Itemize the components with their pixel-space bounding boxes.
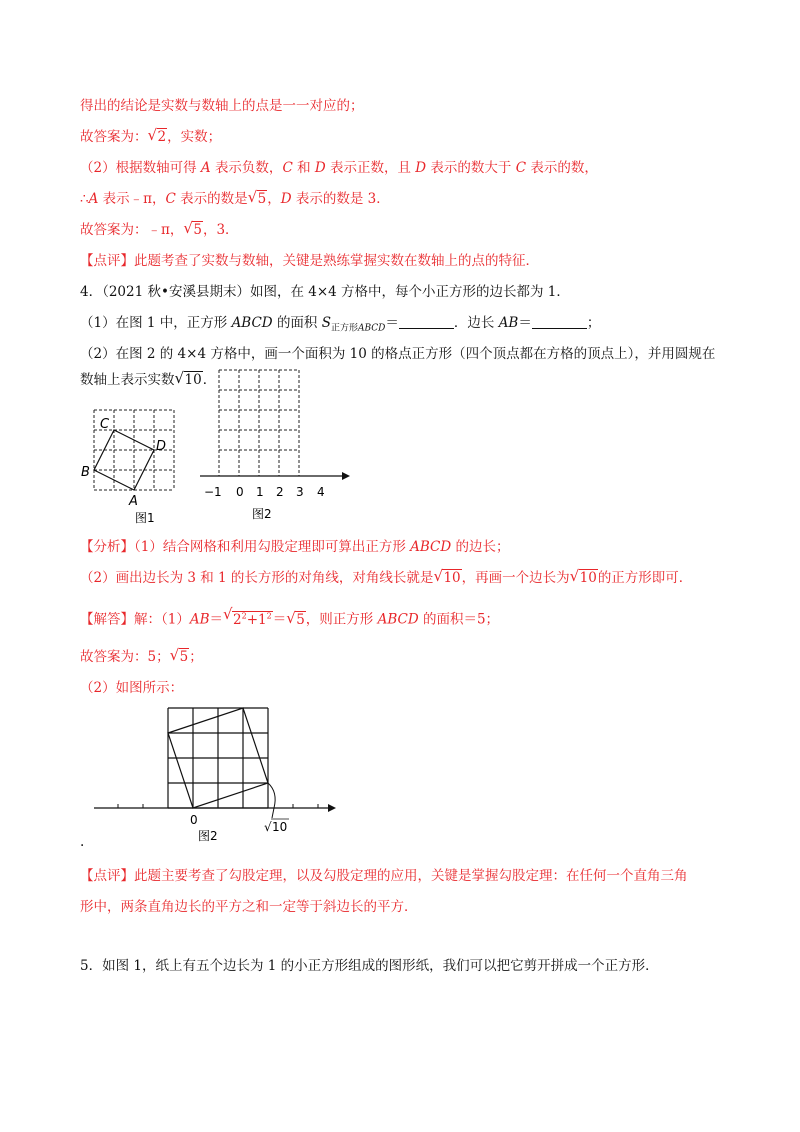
sqrt-10-label: 10	[272, 820, 288, 834]
zero-label: 0	[190, 813, 198, 827]
radical-sign: √	[264, 820, 272, 834]
figure-solution	[90, 700, 350, 842]
arrow-icon	[328, 804, 336, 812]
tick-label: 2	[276, 485, 284, 499]
vertex-label: D	[156, 439, 167, 454]
question-title: 4．（2021 秋•安溪县期末）如图，在 4×4 方格中，每个小正方形的边长都为 1．	[80, 284, 570, 300]
figure-2	[196, 364, 352, 524]
figure-caption: 图1	[135, 511, 155, 525]
solution-line: （2）根据数轴可得 A 表示负数，C 和 D 表示正数，且 D 表示的数大于 C 表示的数，	[80, 160, 598, 176]
solution-line: ∴A 表示﹣π，C 表示的数是 √ 5，D 表示的数是 3．	[80, 188, 390, 207]
answer-line: 故答案为：5； √ 5；	[80, 646, 203, 665]
solution-line: 得出的结论是实数与数轴上的点是一一对应的；	[80, 98, 364, 114]
figure-caption: 图2	[252, 507, 272, 521]
tick-label: 4	[317, 485, 325, 499]
solution-line: 【解答】解：（1）AB＝ √ $2^2+1^2=$ √ 5，则正方形 ABCD 的面积＝5；	[80, 605, 500, 628]
arrow-icon	[342, 472, 350, 480]
comment-line: 形中，两条直角边长的平方之和一定等于斜边长的平方．	[80, 899, 418, 915]
tick-label: 0	[236, 485, 244, 499]
tick-label: −1	[204, 485, 222, 499]
tick-label: 3	[296, 485, 304, 499]
analysis-line: 【分析】（1）结合网格和利用勾股定理即可算出正方形 ABCD 的边长；	[80, 539, 510, 555]
solution-line: （2）如图所示：	[80, 680, 184, 696]
analysis-line: （2）画出边长为 3 和 1 的长方形的对角线，对角线长就是 √ 10，再画一个边长为 √ 10的正方形即可．	[80, 567, 693, 586]
question-part-2: （2）在图 2 的 4×4 方格中，画一个面积为 10 的格点正方形（四个顶点都在方格的顶点上），并用圆规在	[80, 346, 716, 362]
figure-caption: 图2	[198, 829, 218, 842]
tick-label: 1	[256, 485, 264, 499]
vertex-label: B	[81, 465, 90, 480]
vertex-label: C	[100, 417, 110, 432]
answer-blank[interactable]	[532, 314, 587, 329]
question-part-2-cont: 数轴上表示实数 √ 10．	[80, 369, 217, 388]
comment-line: 【点评】此题主要考查了勾股定理，以及勾股定理的应用，关键是掌握勾股定理：在任何一个直角三角	[80, 868, 688, 884]
answer-line: 故答案为： √ 2，实数；	[80, 126, 222, 145]
vertex-label: A	[129, 494, 138, 509]
compass-arc	[268, 783, 275, 818]
answer-line: 故答案为：﹣π， √ 5，3．	[80, 219, 239, 238]
comment-line: 【点评】此题考查了实数与数轴，关键是熟练掌握实数在数轴上的点的特征．	[80, 253, 539, 269]
figure-1	[78, 404, 190, 526]
answer-blank[interactable]	[399, 314, 454, 329]
trailing-dot: .	[80, 834, 85, 850]
question-part-1: （1）在图 1 中，正方形 ABCD 的面积 $S_{正方形ABCD}=$ ．边长 AB＝ ；	[80, 315, 601, 334]
question-title: 5．如图 1，纸上有五个边长为 1 的小正方形组成的图形纸，我们可以把它剪开拼成一个正方形．	[80, 958, 659, 974]
square-abcd	[94, 430, 154, 490]
